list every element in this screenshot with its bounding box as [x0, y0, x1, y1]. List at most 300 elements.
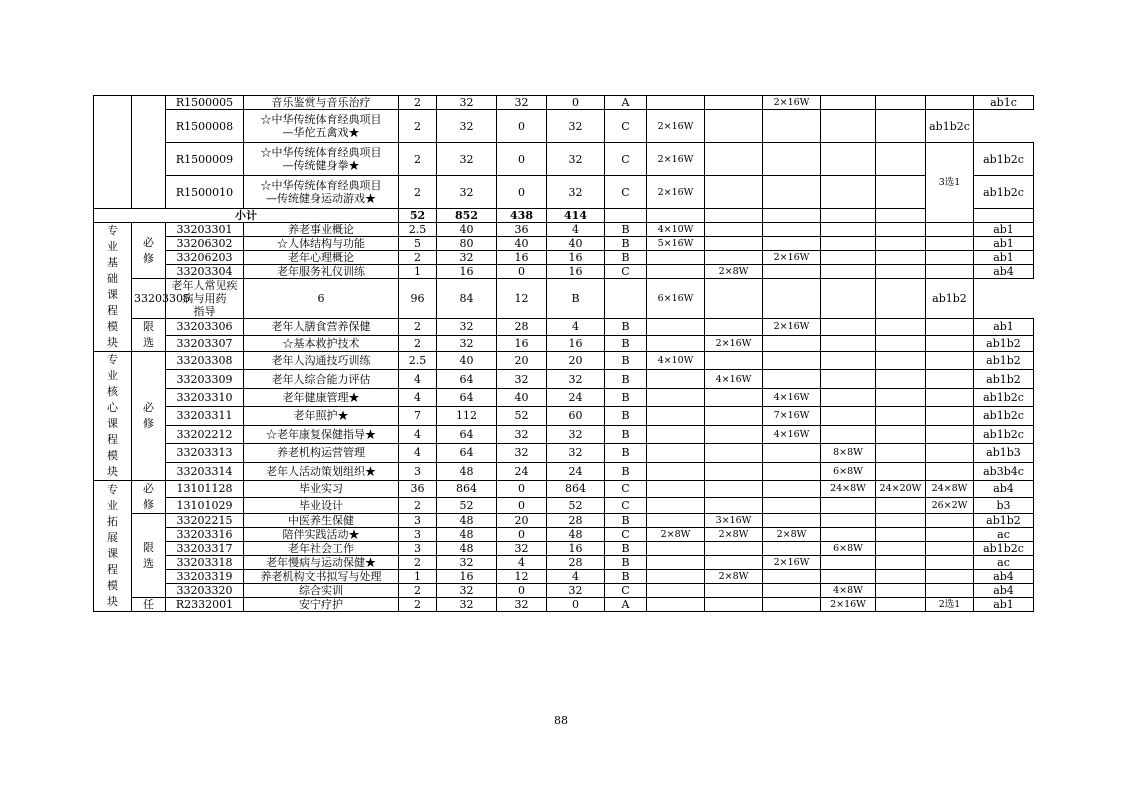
credits: 5	[399, 237, 437, 251]
practice-hours: 32	[547, 143, 605, 176]
total-hours: 112	[437, 407, 497, 425]
sem1	[605, 279, 647, 319]
assessment-type: B	[605, 556, 647, 570]
subtotal-empty	[647, 209, 705, 223]
assessment-type: B	[605, 462, 647, 480]
sem6	[926, 556, 974, 570]
sem5	[876, 556, 926, 570]
type-limited: 限 选	[132, 514, 166, 598]
sem3	[763, 570, 821, 584]
table-row	[94, 143, 1034, 176]
course-name: 老年健康管理★	[244, 388, 399, 406]
sem2	[705, 223, 763, 237]
sem4	[821, 176, 876, 209]
total-hours: 64	[437, 370, 497, 388]
table-row	[94, 176, 1034, 209]
course-name: ☆基本救护技术	[244, 335, 399, 352]
subtotal-credits: 52	[399, 209, 437, 223]
sem2: 2×8W	[705, 265, 763, 279]
sem1: 5×16W	[647, 237, 705, 251]
sem2	[705, 584, 763, 598]
sem1	[647, 556, 705, 570]
theory-hours: 20	[497, 352, 547, 370]
sem1	[647, 444, 705, 462]
sem2: 2×8W	[705, 528, 763, 542]
sem4	[821, 237, 876, 251]
practice-hours: 28	[547, 556, 605, 570]
theory-hours: 32	[497, 370, 547, 388]
assessment-type: C	[605, 176, 647, 209]
sem1	[647, 96, 705, 110]
sem1: 2×8W	[647, 528, 705, 542]
sem6	[926, 462, 974, 480]
table-row	[94, 497, 1034, 514]
practice-hours: 4	[547, 570, 605, 584]
course-code: R1500009	[166, 143, 244, 176]
sem2	[705, 462, 763, 480]
course-name: 中医养生保健	[244, 514, 399, 528]
course-name: 老年人综合能力评估	[244, 370, 399, 388]
course-code: 33203320	[166, 584, 244, 598]
subtotal-total-hours: 852	[437, 209, 497, 223]
sem2	[705, 497, 763, 514]
theory-hours: 32	[497, 542, 547, 556]
assessment-type: C	[605, 584, 647, 598]
total-hours: 48	[437, 542, 497, 556]
sem1	[647, 370, 705, 388]
sem6: 2选1	[926, 598, 974, 612]
sem2	[705, 251, 763, 265]
table-row	[94, 388, 1034, 406]
subtotal-empty	[705, 209, 763, 223]
subtotal-empty	[763, 209, 821, 223]
theory-hours: 84	[437, 279, 497, 319]
sem2	[705, 319, 763, 336]
practice-hours: 28	[547, 514, 605, 528]
theory-hours: 12	[497, 570, 547, 584]
course-code: 33203313	[166, 444, 244, 462]
theory-hours: 0	[497, 481, 547, 498]
sem3	[763, 542, 821, 556]
total-hours: 32	[437, 251, 497, 265]
objectives: ab1b2c	[974, 388, 1034, 406]
subtotal-empty	[605, 209, 647, 223]
course-code: 33203305	[132, 279, 166, 319]
group-empty	[94, 96, 132, 209]
sem3	[763, 514, 821, 528]
credits: 2	[399, 176, 437, 209]
assessment-type: B	[605, 237, 647, 251]
course-code: 33203309	[166, 370, 244, 388]
credits: 3	[399, 542, 437, 556]
sem4	[821, 407, 876, 425]
sem5	[876, 497, 926, 514]
sem4	[821, 251, 876, 265]
sem6	[926, 335, 974, 352]
objectives: ab4	[974, 481, 1034, 498]
theory-hours: 36	[497, 223, 547, 237]
sem4: 6×8W	[821, 462, 876, 480]
practice-hours: 20	[547, 352, 605, 370]
sem5	[876, 319, 926, 336]
table-row	[94, 514, 1034, 528]
sem4: 8×8W	[821, 444, 876, 462]
sem1	[647, 425, 705, 443]
sem4	[821, 265, 876, 279]
assessment-type: B	[605, 425, 647, 443]
sem4: 6×8W	[821, 542, 876, 556]
theory-hours: 16	[497, 251, 547, 265]
sem5	[876, 514, 926, 528]
sem6	[926, 352, 974, 370]
sem2	[705, 110, 763, 143]
sem4	[821, 143, 876, 176]
sem3: 2×16W	[763, 319, 821, 336]
total-hours: 32	[437, 556, 497, 570]
sem4	[821, 352, 876, 370]
sem5	[876, 176, 926, 209]
sem3	[763, 143, 821, 176]
sem6	[926, 237, 974, 251]
table-row	[94, 335, 1034, 352]
type-required: 必 修	[132, 481, 166, 514]
course-name: 老年人沟通技巧训练	[244, 352, 399, 370]
sem2	[705, 96, 763, 110]
sem3: 4×16W	[763, 425, 821, 443]
sem3: 2×8W	[763, 528, 821, 542]
table-row	[94, 96, 1034, 110]
sem4	[821, 425, 876, 443]
credits: 6	[244, 279, 399, 319]
assessment-type: B	[547, 279, 605, 319]
course-code: 33203306	[166, 319, 244, 336]
table-row	[94, 481, 1034, 498]
objectives: ab1b2c	[926, 110, 974, 143]
assessment-type: C	[605, 528, 647, 542]
course-code: 33206302	[166, 237, 244, 251]
sem6	[926, 444, 974, 462]
theory-hours: 16	[497, 335, 547, 352]
sem5	[876, 143, 926, 176]
assessment-type: B	[605, 444, 647, 462]
sem1	[647, 462, 705, 480]
assessment-type: B	[605, 514, 647, 528]
sem3	[763, 598, 821, 612]
credits: 2	[399, 96, 437, 110]
total-hours: 16	[437, 570, 497, 584]
assessment-type: C	[605, 110, 647, 143]
sem5	[876, 237, 926, 251]
sem5	[876, 444, 926, 462]
credits: 2	[399, 497, 437, 514]
theory-hours: 40	[497, 237, 547, 251]
sem3	[763, 444, 821, 462]
course-code: 33203318	[166, 556, 244, 570]
objectives: ab1b2c	[974, 143, 1034, 176]
total-hours: 32	[437, 176, 497, 209]
sem5	[876, 528, 926, 542]
course-name: 老年人常见疾病与用药 指导	[166, 279, 244, 319]
sem2	[705, 143, 763, 176]
course-name: ☆中华传统体育经典项目 —华佗五禽戏★	[244, 110, 399, 143]
sem4	[821, 388, 876, 406]
course-name: 养老机构运营管理	[244, 444, 399, 462]
credits: 1	[399, 570, 437, 584]
total-hours: 40	[437, 223, 497, 237]
total-hours: 32	[437, 143, 497, 176]
practice-hours: 52	[547, 497, 605, 514]
sem2	[705, 425, 763, 443]
total-hours: 52	[437, 497, 497, 514]
sem5	[876, 335, 926, 352]
sem2	[705, 444, 763, 462]
course-name: 综合实训	[244, 584, 399, 598]
sem2: 6×16W	[647, 279, 705, 319]
course-code: 33203317	[166, 542, 244, 556]
theory-hours: 40	[497, 388, 547, 406]
practice-hours: 60	[547, 407, 605, 425]
practice-hours: 12	[497, 279, 547, 319]
sem4	[821, 528, 876, 542]
table-row	[94, 556, 1034, 570]
objectives: ab1	[974, 223, 1034, 237]
sem5	[876, 370, 926, 388]
course-name: 养老事业概论	[244, 223, 399, 237]
sem3	[763, 497, 821, 514]
total-hours: 40	[437, 352, 497, 370]
sem3: 2×16W	[763, 96, 821, 110]
objectives: ab1b2c	[974, 542, 1034, 556]
sem1	[647, 388, 705, 406]
sem6	[926, 407, 974, 425]
credits: 4	[399, 425, 437, 443]
credits: 1	[399, 265, 437, 279]
practice-hours: 32	[547, 584, 605, 598]
total-hours: 64	[437, 425, 497, 443]
table-row	[94, 110, 1034, 143]
course-code: 33203308	[166, 352, 244, 370]
sem1: 4×10W	[647, 223, 705, 237]
course-code: 33203316	[166, 528, 244, 542]
course-name: 老年人活动策划组织★	[244, 462, 399, 480]
objectives: ab1b2	[926, 279, 974, 319]
sem2: 4×16W	[705, 370, 763, 388]
sem4	[821, 514, 876, 528]
course-code: R1500008	[166, 110, 244, 143]
course-table-body	[94, 96, 1034, 612]
theory-hours: 20	[497, 514, 547, 528]
sem6	[926, 514, 974, 528]
total-hours: 32	[437, 335, 497, 352]
objectives: ab4	[974, 584, 1034, 598]
total-hours: 16	[437, 265, 497, 279]
total-hours: 32	[437, 110, 497, 143]
practice-hours: 864	[547, 481, 605, 498]
practice-hours: 0	[547, 598, 605, 612]
credits: 3	[399, 514, 437, 528]
practice-hours: 32	[547, 425, 605, 443]
assessment-type: B	[605, 407, 647, 425]
practice-hours: 16	[547, 265, 605, 279]
course-code: 33203307	[166, 335, 244, 352]
sem6: 24×8W	[926, 481, 974, 498]
credits: 2	[399, 584, 437, 598]
sem5	[876, 388, 926, 406]
objectives: ab3b4c	[974, 462, 1034, 480]
practice-hours: 40	[547, 237, 605, 251]
sem1	[647, 570, 705, 584]
table-row	[94, 425, 1034, 443]
credits: 4	[399, 444, 437, 462]
sem3	[763, 584, 821, 598]
course-code: 33206203	[166, 251, 244, 265]
sem6	[876, 279, 926, 319]
sem1: 2×16W	[647, 176, 705, 209]
sem3	[763, 352, 821, 370]
assessment-type: B	[605, 542, 647, 556]
sem2	[705, 556, 763, 570]
assessment-type: B	[605, 370, 647, 388]
sem2: 2×8W	[705, 570, 763, 584]
assessment-type: B	[605, 352, 647, 370]
table-row	[94, 319, 1034, 336]
sem3	[763, 237, 821, 251]
sem3: 7×16W	[763, 407, 821, 425]
objectives: ac	[974, 528, 1034, 542]
sem5: 24×20W	[876, 481, 926, 498]
sem4	[821, 570, 876, 584]
credits: 2.5	[399, 352, 437, 370]
total-hours: 48	[437, 528, 497, 542]
sem1	[647, 265, 705, 279]
course-name: 毕业实习	[244, 481, 399, 498]
sem4: 24×8W	[821, 481, 876, 498]
course-code: 13101029	[166, 497, 244, 514]
sem5	[876, 570, 926, 584]
course-code: 13101128	[166, 481, 244, 498]
objectives: ab1	[974, 598, 1034, 612]
table-row	[94, 279, 1034, 319]
group-expand: 专 业 拓 展 课 程 模 块	[94, 481, 132, 612]
table-row	[94, 598, 1034, 612]
course-name: 老年社会工作	[244, 542, 399, 556]
course-name: 老年慢病与运动保健★	[244, 556, 399, 570]
theory-hours: 32	[497, 444, 547, 462]
table-row	[94, 237, 1034, 251]
sem4	[821, 556, 876, 570]
objectives: ab4	[974, 570, 1034, 584]
type-limited: 限 选	[132, 319, 166, 352]
sem2: 2×16W	[705, 335, 763, 352]
credits: 4	[399, 370, 437, 388]
sem2	[705, 176, 763, 209]
sem3	[763, 265, 821, 279]
course-code: 33202215	[166, 514, 244, 528]
assessment-type: B	[605, 570, 647, 584]
sem5	[876, 265, 926, 279]
assessment-type: B	[605, 319, 647, 336]
course-code: 33203304	[166, 265, 244, 279]
objectives: ab1b2c	[974, 176, 1034, 209]
sem1: 2×16W	[647, 110, 705, 143]
assessment-type: C	[605, 143, 647, 176]
theory-hours: 0	[497, 176, 547, 209]
table-row	[94, 370, 1034, 388]
course-name: 毕业设计	[244, 497, 399, 514]
subtotal-empty	[974, 209, 1034, 223]
course-code: 33202212	[166, 425, 244, 443]
sem3: 2×16W	[763, 251, 821, 265]
table-row	[94, 570, 1034, 584]
credits: 2	[399, 598, 437, 612]
credits: 2	[399, 556, 437, 570]
objectives: ab1b2	[974, 514, 1034, 528]
sem5	[876, 407, 926, 425]
objectives: ab1b2	[974, 335, 1034, 352]
objectives: ab1b2	[974, 352, 1034, 370]
theory-hours: 0	[497, 110, 547, 143]
table-row	[94, 352, 1034, 370]
sem5	[876, 542, 926, 556]
sem6	[926, 528, 974, 542]
total-hours: 32	[437, 96, 497, 110]
sem4	[821, 110, 876, 143]
course-name: 安宁疗护	[244, 598, 399, 612]
sem3	[763, 110, 821, 143]
sem1	[647, 497, 705, 514]
objectives: ac	[974, 556, 1034, 570]
course-name: ☆老年康复保健指导★	[244, 425, 399, 443]
theory-hours: 4	[497, 556, 547, 570]
credits: 2	[399, 143, 437, 176]
course-name: ☆中华传统体育经典项目 —传统健身拳★	[244, 143, 399, 176]
course-code: 33203310	[166, 388, 244, 406]
practice-hours: 32	[547, 444, 605, 462]
course-name: 养老机构文书拟写与处理	[244, 570, 399, 584]
course-name: 老年服务礼仪训练	[244, 265, 399, 279]
theory-hours: 0	[497, 528, 547, 542]
theory-hours: 32	[497, 598, 547, 612]
group-core-basic: 专 业 基 础 课 程 模 块	[94, 223, 132, 352]
sem2	[705, 237, 763, 251]
sem2	[705, 407, 763, 425]
sem2	[705, 481, 763, 498]
type-optional: 任	[132, 598, 166, 612]
sem5	[876, 462, 926, 480]
sem4	[821, 319, 876, 336]
sem3: 2×16W	[763, 556, 821, 570]
table-row	[94, 528, 1034, 542]
course-code: R2332001	[166, 598, 244, 612]
course-name: 老年照护★	[244, 407, 399, 425]
course-name: 音乐鉴赏与音乐治疗	[244, 96, 399, 110]
total-hours: 32	[437, 319, 497, 336]
subtotal-practice-hours: 414	[547, 209, 605, 223]
sem2	[705, 598, 763, 612]
assessment-type: B	[605, 251, 647, 265]
sem5	[876, 584, 926, 598]
theory-hours: 0	[497, 584, 547, 598]
sem6	[926, 570, 974, 584]
sem2	[705, 542, 763, 556]
subtotal-row	[94, 209, 1034, 223]
table-row	[94, 462, 1034, 480]
total-hours: 80	[437, 237, 497, 251]
sem5	[876, 251, 926, 265]
total-hours: 64	[437, 388, 497, 406]
sem1	[647, 319, 705, 336]
objectives: ab4	[974, 265, 1034, 279]
